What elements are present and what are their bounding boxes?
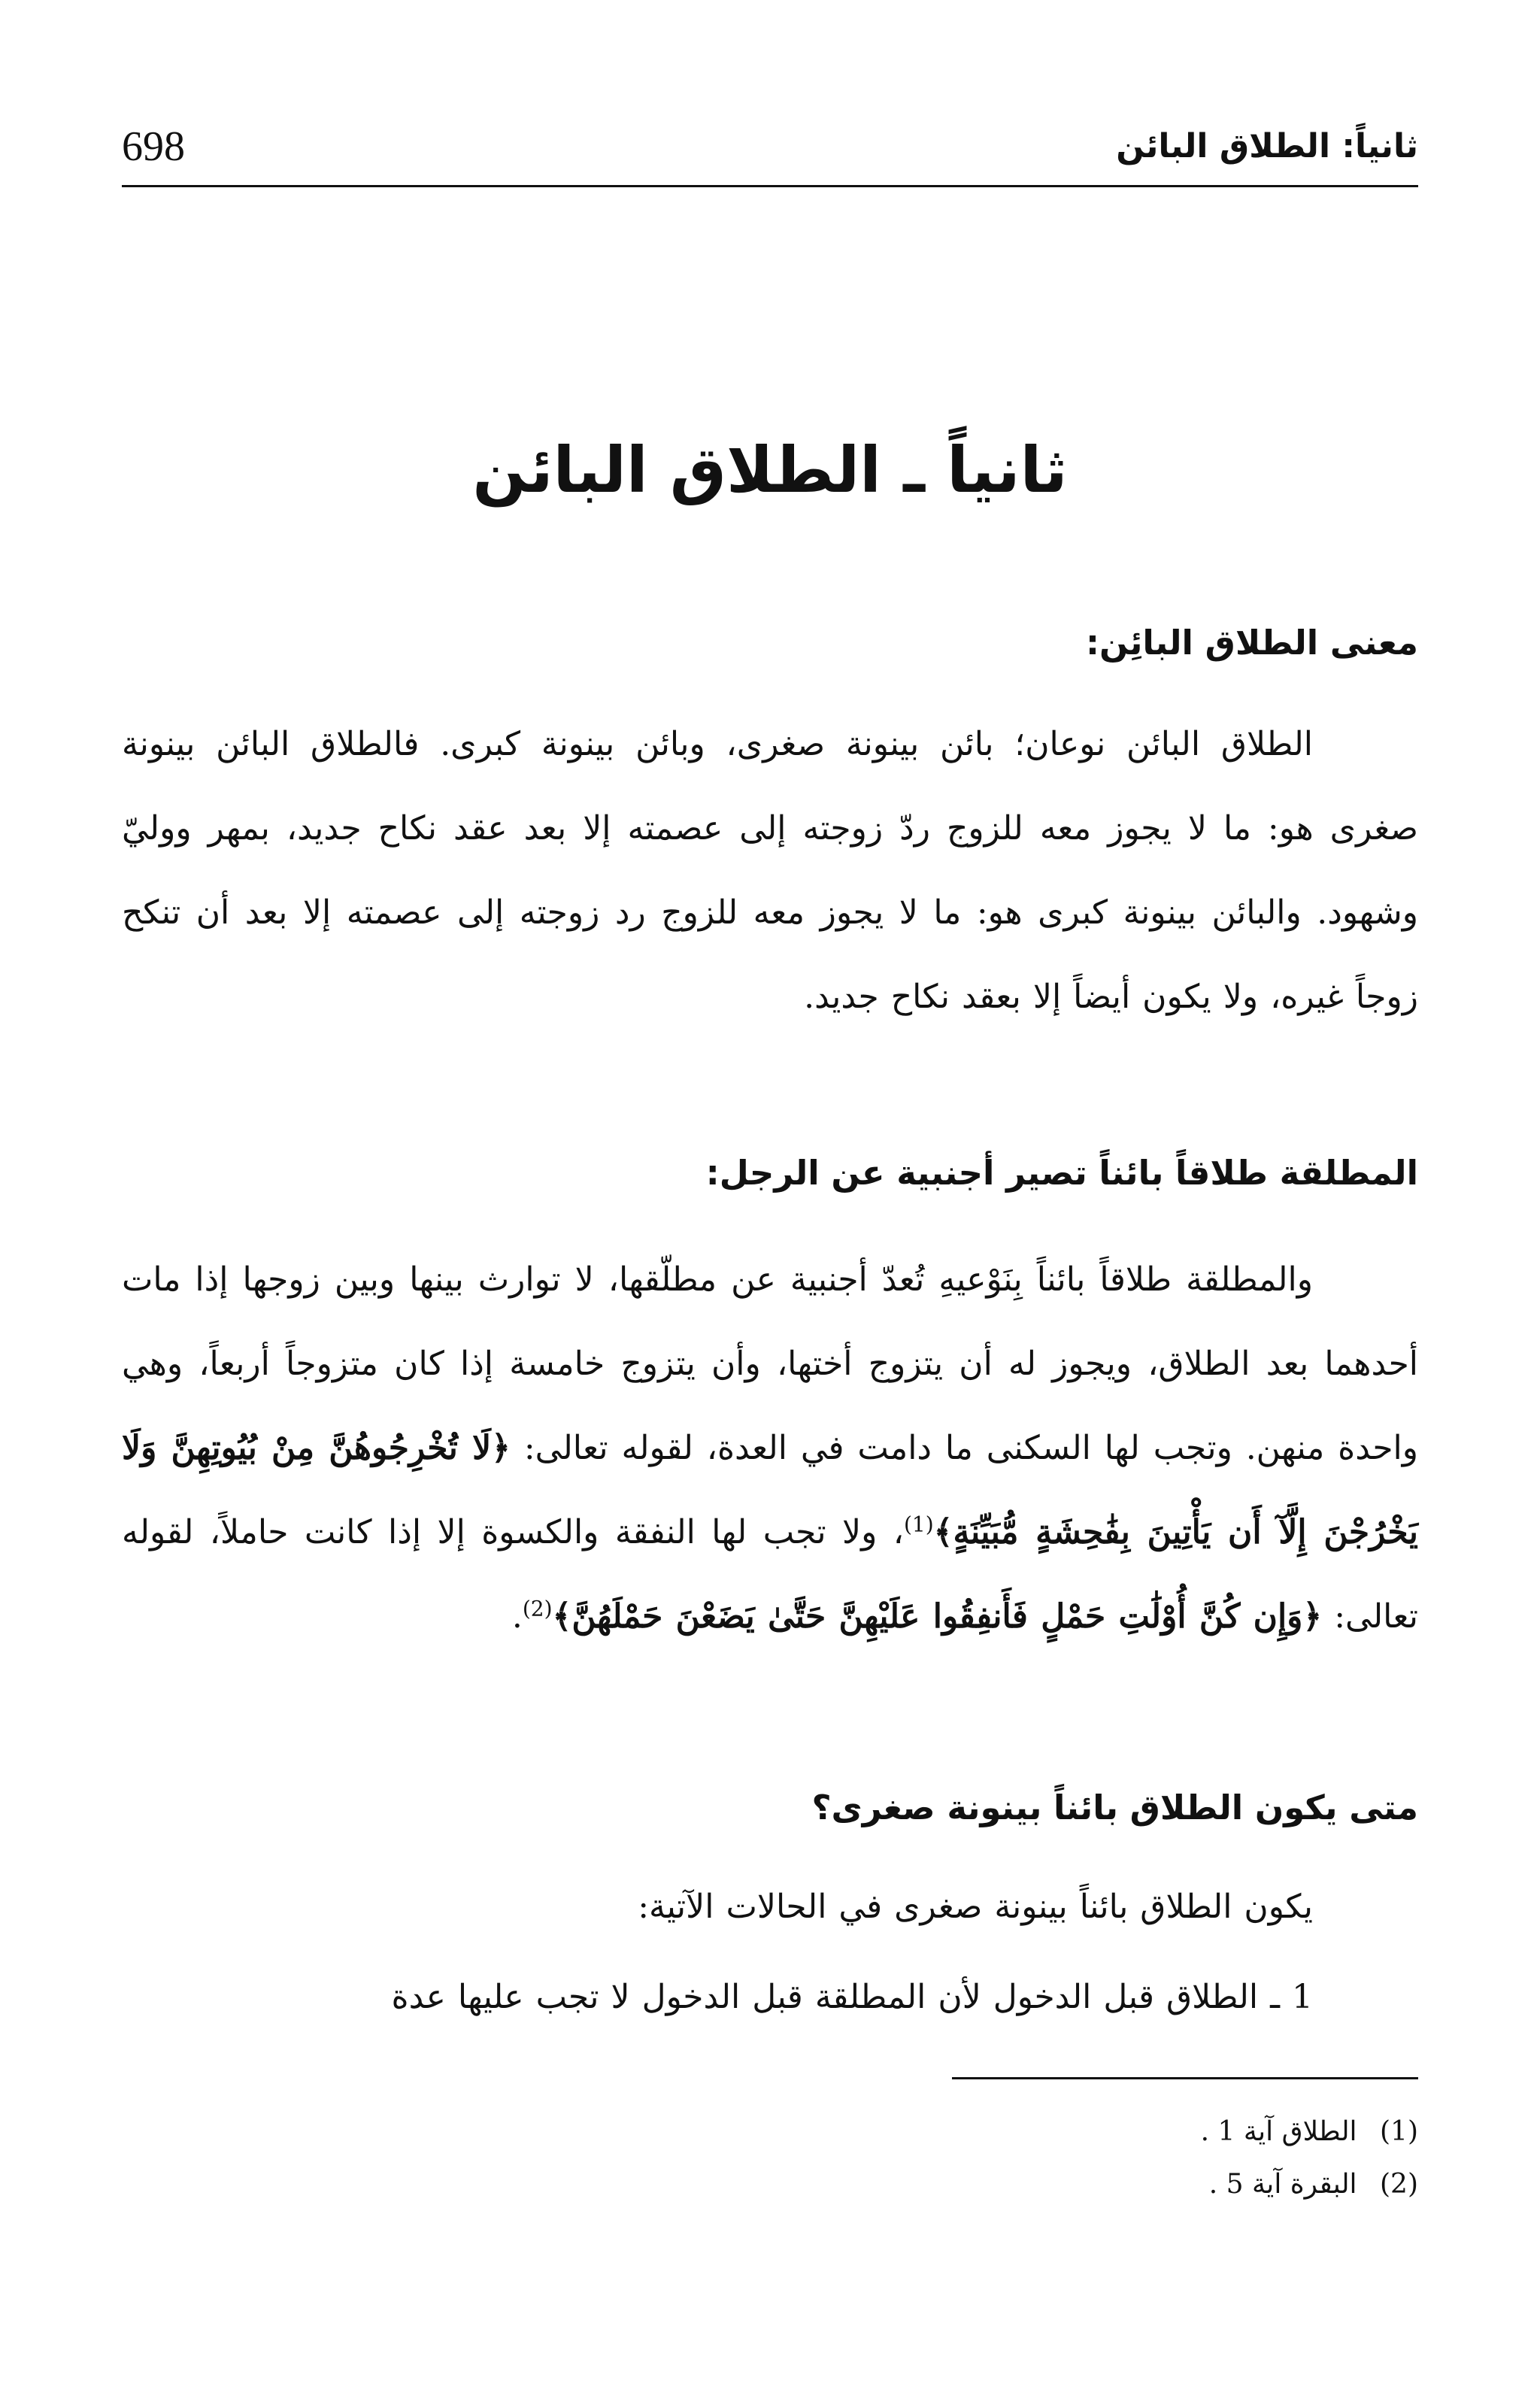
footnote-text: الطلاق آية 1 . bbox=[1200, 2116, 1357, 2147]
footnote-ref: (2) bbox=[522, 1596, 553, 1621]
header-divider bbox=[122, 185, 1418, 187]
section-heading-meaning: معنى الطلاق البائِن: bbox=[1085, 623, 1418, 663]
list-item-1: 1 ـ الطلاق قبل الدخول لأن المطلقة قبل الدخول لا تجب عليها عدة bbox=[391, 1978, 1313, 2016]
footnote-number: (2) bbox=[1380, 2169, 1418, 2200]
quran-verse: ﴿لَا تُخْرِجُوهُنَّ مِنْ بُيُوتِهِنَّ وَلَا يَخْرُجْنَ إِلَّآ أَن يَأْتِينَ بِفَٰحِشَةٍ مُّبَيِّنَةٍ﴾ bbox=[122, 1429, 1419, 1551]
text-segment: ، ولا تجب لها النفقة والكسوة إلا إذا كانت حاملاً، لقوله تعالى: bbox=[122, 1513, 1418, 1636]
section-heading-foreign-wife: المطلقة طلاقاً بائناً تصير أجنبية عن الرجل: bbox=[705, 1153, 1418, 1193]
text-segment: . bbox=[511, 1597, 523, 1636]
paragraph-foreign-wife bbox=[122, 1238, 1418, 1659]
footnotes bbox=[817, 2106, 1418, 2211]
footnote-divider bbox=[952, 2077, 1418, 2079]
footnote-2 bbox=[817, 2158, 1418, 2211]
section-heading-minor-separation: متى يكون الطلاق بائناً بينونة صغرى؟ bbox=[811, 1788, 1418, 1827]
footnote-number: (1) bbox=[1380, 2116, 1418, 2147]
footnote-ref: (1) bbox=[903, 1512, 934, 1537]
text-segment: والمطلقة طلاقاً بائناً بِنَوْعيهِ تُعدّ أجنبية عن مطلّقها، لا توارث بينها وبين زوجها إذا مات أحدهما بعد الطلاق، ويجوز له أن يتزوج أختها، وأن يتزوج خامسة إذا كان متزوجاً أربعاً، وهي واحدة منهن. وتجب لها السكنى ما دامت في العدة، لقوله تعالى: bbox=[122, 1260, 1419, 1467]
chapter-title: ثانياً ـ الطلاق البائن bbox=[472, 433, 1068, 507]
footnote-text: البقرة آية 5 . bbox=[1208, 2169, 1357, 2200]
footnote-1 bbox=[817, 2106, 1418, 2158]
paragraph-meaning: الطلاق البائن نوعان؛ بائن بينونة صغرى، وبائن بينونة كبرى. فالطلاق البائن بينونة صغرى هو: ما لا يجوز معه للزوج ردّ زوجته إلى عصمته إلا بعد عقد نكاح جديد، بمهر ووليّ وشهود. والبائن بينونة كبرى هو: ما لا يجوز معه للزوج رد زوجته إلى عصمته إلا بعد أن تنكح زوجاً غيره، ولا يكون أيضاً إلا بعقد نكاح جديد. bbox=[122, 725, 1418, 1016]
quran-verse: ﴿وَإِن كُنَّ أُوْلَٰتِ حَمْلٍ فَأَنفِقُوا عَلَيْهِنَّ حَتَّىٰ يَضَعْنَ حَمْلَهُنَّ﴾ bbox=[552, 1597, 1323, 1636]
running-header bbox=[122, 120, 1418, 188]
page-number: 698 bbox=[122, 123, 185, 170]
running-title: ثانياً: الطلاق البائن bbox=[1116, 127, 1418, 165]
paragraph-minor-separation: يكون الطلاق بائناً بينونة صغرى في الحالات الآتية: bbox=[638, 1888, 1313, 1926]
